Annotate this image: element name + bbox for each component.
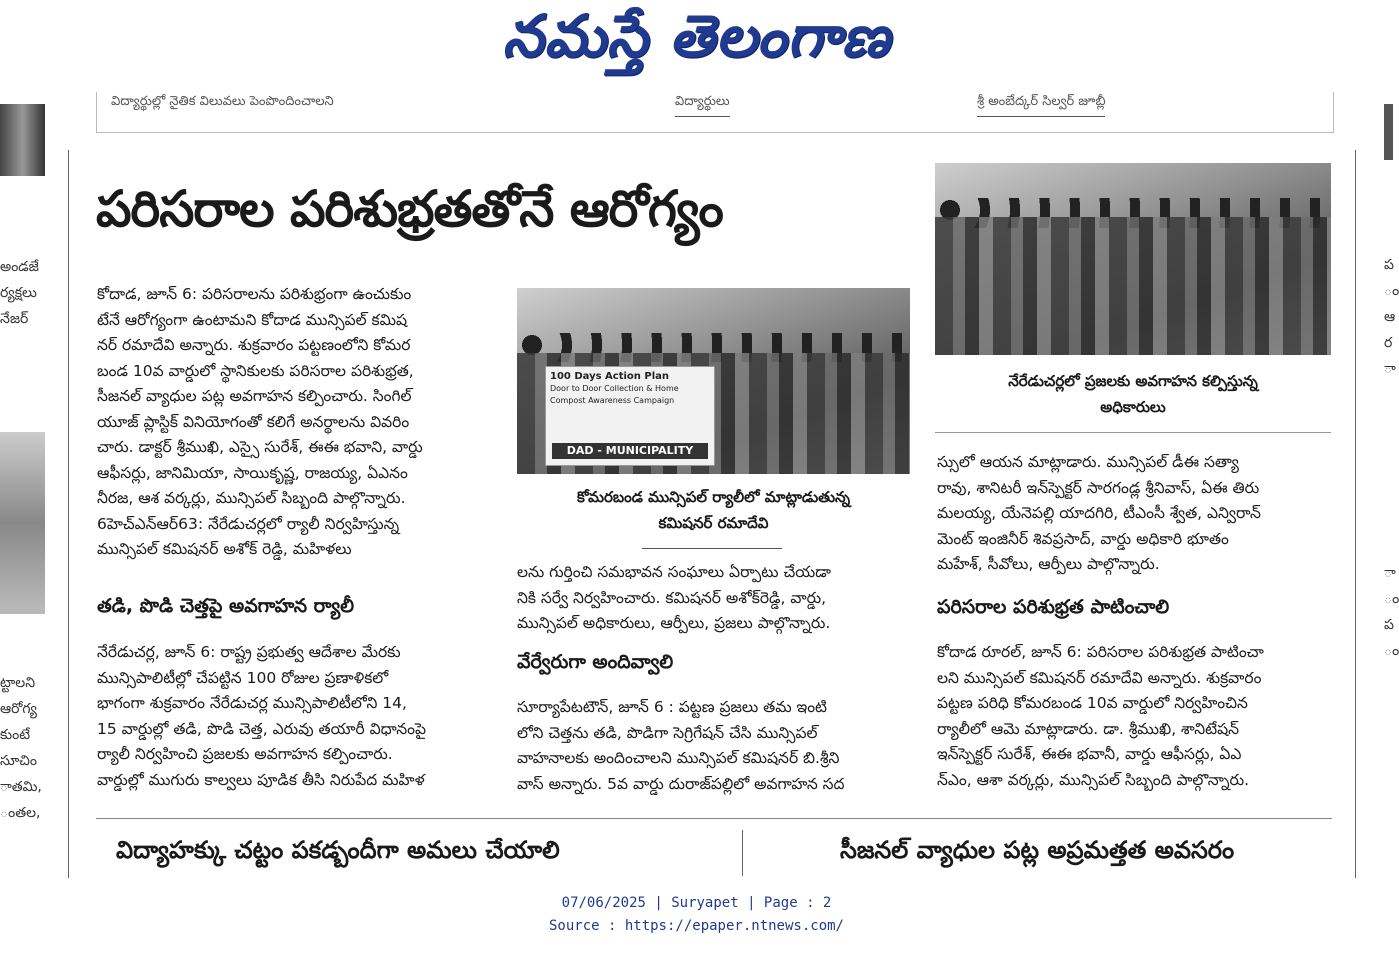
article-column-3-part-2: కోదాడ రూరల్, జూన్ 6: పరిసరాల పరిశుభ్రత పాటించా లని మున్సిపల్ కమిషనర్ రమాదేవి అన్నారు. శుక్రవారం పట్టణ పరిధి కోమరబండ 10వ వార్డులో నిర్వహించిన ర్యాలీలో ఆమె మాట్లాడారు. డా. శ్రీముఖి, శానిటేషన్ ఇన్‌స్పెక్టర్ సురేశ్, ఈఈ భవానీ, వార్డు ఆఫీసర్లు, ఏఎ న్ఎం, ఆశా వర్కర్లు, మున్సిపల్ సిబ్బంది పాల్గొన్నారు. [937, 643, 1264, 789]
col1-line: టేనే ఆరోగ్యంగా ఉంటామని కోదాడ మున్సిపల్ కమిష [97, 310, 408, 329]
photo2-divider [935, 432, 1331, 433]
right-edge-text: ప ం ఆ ర ా [1384, 257, 1399, 377]
right-edge-photo [1384, 104, 1393, 160]
top-strip-center: విద్యార్థులు [675, 94, 730, 117]
col1-line: మున్సిపల్ కమిషనర్ అశోక్ రెడ్డి, మహిళలు [97, 540, 352, 558]
frame-right [1355, 150, 1356, 878]
masthead-title: నమస్తే తెలంగాణ [502, 2, 891, 70]
article-column-1-part-2: నేరేడుచర్ల, జూన్ 6: రాష్ట్ర ప్రభుత్వ ఆదేశాల మేరకు మున్సిపాలిటీల్లో చేపట్టిన 100 రోజుల ప్రణాళికలో భాగంగా శుక్రవారం నేరేడుచర్ల మున్సిపాలిటీలోని 14, 15 వార్డుల్లో తడి, పొడి చెత్త, ఎరువు తయారీ విధానంపై ర్యాలీ నిర్వహించి ప్రజలకు అవగాహన కల్పించారు. వార్డుల్లో ముగురు కాల్వలు పూడిక తీసి నిరుపేద మహిళ [97, 643, 427, 789]
frame-left [68, 150, 69, 878]
headline: పరిసరాల పరిశుభ్రతతోనే ఆరోగ్యం [96, 180, 723, 238]
col1-line: సీజనల్ వ్యాధుల పట్ల అవగాహన కల్పించారు. సింగిల్ [97, 387, 412, 405]
left-edge-text-2: ట్టాలని ఆరోగ్య కుంటే సూచిం ాతమి, ంతల, [0, 675, 42, 821]
page-meta-date: 07/06/2025 | Suryapet | Page : 2 [561, 895, 832, 911]
article-column-2-part-2: సూర్యాపేటటౌన్, జూన్ 6 : పట్టణ ప్రజలు తమ ఇంటి లోని చెత్తను తడి, పొడిగా సెగ్రిగేషన్ చేసి మున్సిపల్ వాహనాలకు అందించాలని మున్సిపల్ కమిషనర్ బి.శ్రీని వాస్ అన్నారు. 5వ వార్డు దురాజ్‌పల్లిలో అవగాహన సద [517, 698, 845, 793]
col1-line: ఆఫీసర్లు, జానిమియా, సాయికృష్ణ, రాజయ్య, ఏఎనం [97, 463, 408, 482]
rally-photo [517, 288, 910, 474]
article-column-1 [97, 282, 502, 563]
caption-divider [642, 548, 782, 549]
top-strip-right: శ్రీ అంబేద్కర్ సిల్వర్ జూబ్లీ [977, 94, 1105, 117]
article-column-3: స్సులో ఆయన మాట్లాడారు. మున్సిపల్ డీఈ సత్యా రావు, శానిటరీ ఇన్‌స్పెక్టర్ సారగండ్ల శ్రీనివాస్, ఏఈ తిరు మలయ్య, యేనెపల్లి యాదగిరి, టీఎంసీ శ్వేత, ఎన్విరాన్ మెంట్ ఇంజినీర్ శివప్రసాద్, వార్డు అధికారి భూతం మహేశ్, సీవోలు, ఆర్పీలు పాల్గొన్నారు. [937, 453, 1261, 573]
col1-line: బండ 10వ వార్డులో స్థానికులకు పరిసరాల పరిశుభ్రత, [97, 361, 414, 380]
photo1-caption: కోమరబండ మున్సిపల్ ర్యాలీలో మాట్లాడుతున్న కమిషనర్ రమాదేవి [576, 488, 851, 532]
col1-line: నీరజ, ఆశ వర్కర్లు, మున్సిపల్ సిబ్బంది పాల్గొన్నారు. [97, 489, 406, 507]
left-edge-photo [0, 104, 45, 176]
bottom-left-headline: విద్యాహక్కు చట్టం పకడ్బందీగా అమలు చేయాలి [116, 836, 560, 864]
col2-subhead: వేర్వేరుగా అందివ్వాలి [517, 651, 674, 673]
photo-banner: 100 Days Action Plan Door to Door Collection & Home Compost Awareness Campaign DAD - MUNICIPALITY [545, 366, 715, 466]
left-edge-text: అండజే ర్యక్షలు నేజర్ [0, 259, 39, 327]
photo2-caption: నేరేడుచర్లలో ప్రజలకు అవగాహన కల్పిస్తున్న అధికారులు [1008, 372, 1258, 416]
col1-line: 6హెచ్ఎన్ఆర్63: నేరేడుచర్లలో ర్యాలీ నిర్వహిస్తున్న [97, 514, 400, 533]
bottom-rule [96, 818, 1332, 819]
awareness-photo [935, 163, 1331, 355]
page-meta-source: Source : https://epaper.ntnews.com/ [548, 918, 844, 934]
col1-line: నర్ రమాదేవి అన్నారు. శుక్రవారం పట్టణంలోని కోమర [97, 336, 411, 354]
top-strip [96, 92, 1334, 133]
bottom-right-headline: సీజనల్ వ్యాధుల పట్ల అప్రమత్తత అవసరం [840, 836, 1235, 864]
top-strip-left: విద్యార్థుల్లో నైతిక విలువలు పెంపొందించాలని [111, 94, 334, 109]
col1-line: కోదాడ, జూన్ 6: పరిసరాలను పరిశుభ్రంగా ఉంచుకుం [97, 285, 412, 303]
masthead [0, 0, 1393, 80]
left-edge-photo-2 [0, 432, 45, 614]
bottom-divider [742, 830, 743, 876]
col1-line: యూజ్ ప్లాస్టిక్ వినియోగంతో కలిగే అనర్థాలను వివరిం [97, 412, 410, 431]
col1-line: చారు. డాక్టర్ శ్రీముఖి, ఎస్సై సురేశ్, ఈఈ భవాని, వార్డు [97, 438, 423, 456]
col3-subhead: పరిసరాల పరిశుభ్రత పాటించాలి [937, 596, 1170, 618]
col1-subhead: తడి, పొడి చెత్తపై అవగాహన ర్యాలీ [97, 595, 355, 617]
right-edge-text-2: ా ం ప ం [1384, 565, 1399, 659]
article-column-2: లను గుర్తించి సమభావన సంఘాలు ఏర్పాటు చేయడా నికి సర్వే నిర్వహించారు. కమిషనర్ అశోక్‌రెడ్డి, వార్డు, మున్సిపల్ అధికారులు, ఆర్పీలు, ప్రజలు పాల్గొన్నారు. [517, 563, 831, 632]
